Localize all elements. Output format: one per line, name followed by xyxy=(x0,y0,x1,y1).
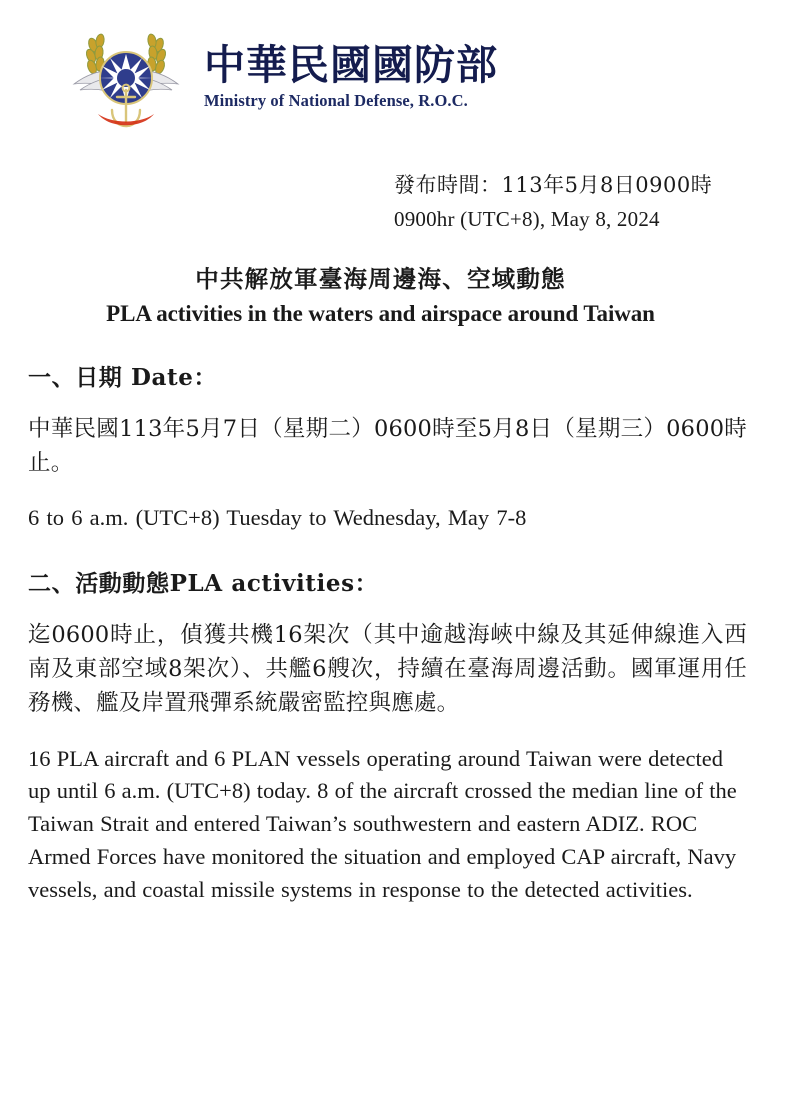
ministry-name-block xyxy=(204,40,498,118)
section-date-paragraph-en: 6 to 6 a.m. (UTC+8) Tuesday to Wednesday, May 7-8 xyxy=(28,505,527,531)
release-time-block xyxy=(26,168,747,236)
page-title-en: PLA activities in the waters and airspace around Taiwan xyxy=(106,300,655,326)
section-activities-paragraph-en: 16 PLA aircraft and 6 PLAN vessels operating around Taiwan were detected up until 6 a.m. (UTC+8) today. 8 of the aircraft crossed the median line of the Taiwan Strait and entered Taiwan’s southwestern and eastern ADIZ. ROC Armed Forces have monitored the situation and employed CAP aircraft, Navy vessels, and coastal missile systems in response to the detected activities. xyxy=(28,745,737,902)
section-date-paragraph-zh: 中華民國113年5月7日（星期二）0600時至5月8日（星期三）0600時止。 xyxy=(28,415,747,476)
section-activities-paragraph-zh: 迄0600時止，偵獲共機16架次（其中逾越海峽中線及其延伸線進入西南及東部空域8架次）、共艦6艘次，持續在臺海周邊活動。國軍運用任務機、艦及岸置飛彈系統嚴密監控與應處。 xyxy=(28,622,747,717)
release-time-zh: 發布時間：113年5月8日0900時 xyxy=(394,173,713,197)
document-header xyxy=(26,28,747,132)
section-pla-activities xyxy=(26,565,747,907)
section-heading-activities: 二、活動動態PLA activities： xyxy=(28,570,379,598)
ministry-name-zh: 中華民國國防部 xyxy=(204,40,498,89)
section-heading-date: 一、日期 Date： xyxy=(28,363,218,391)
section-date xyxy=(26,359,747,535)
release-time-en: 0900hr (UTC+8), May 8, 2024 xyxy=(394,207,660,232)
page-title xyxy=(26,264,747,329)
roc-mnd-emblem-icon xyxy=(62,28,190,132)
page-title-zh: 中共解放軍臺海周邊海、空域動態 xyxy=(195,265,566,294)
ministry-name-en: Ministry of National Defense, R.O.C. xyxy=(204,91,468,111)
